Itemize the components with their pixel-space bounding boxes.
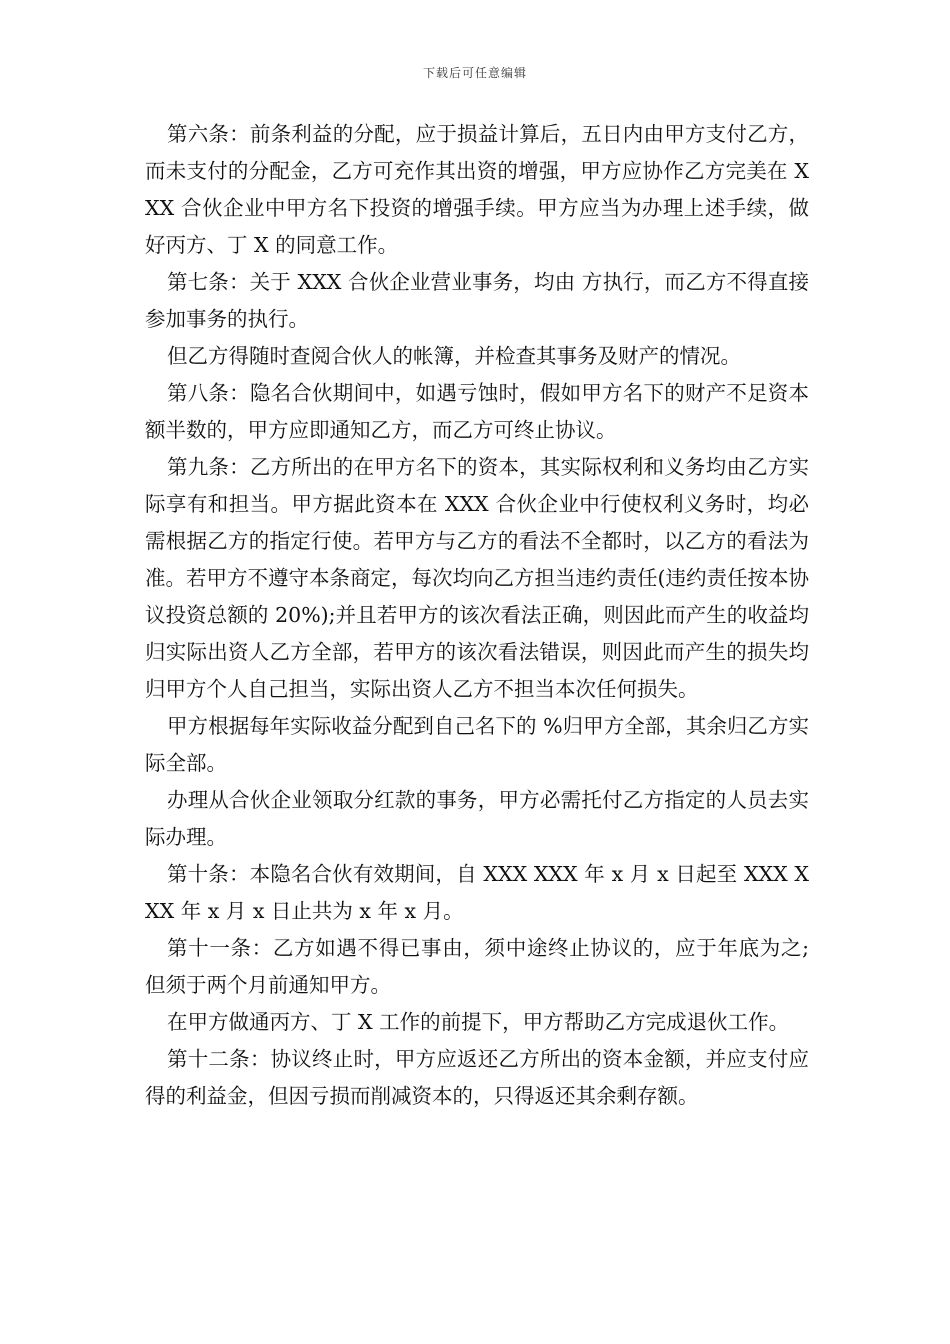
paragraph-article-11: 第十一条：乙方如遇不得已事由，须中途终止协议的，应于年底为之;但须于两个月前通知甲方。 [145,936,809,997]
paragraph-article-10: 第十条：本隐名合伙有效期间，自 XXX XXX 年 x 月 x 日起至 XXX XXX 年 x 月 x 日止共为 x 年 x 月。 [145,862,809,923]
paragraph-article-7-note: 但乙方得随时查阅合伙人的帐簿，并检查其事务及财产的情况。 [167,344,741,368]
paragraph-article-7: 第七条：关于 XXX 合伙企业营业事务，均由 方执行，而乙方不得直接参加事务的执行。 [145,270,809,331]
paragraph-article-8: 第八条：隐名合伙期间中，如遇亏蚀时，假如甲方名下的财产不足资本额半数的，甲方应即通知乙方，而乙方可终止协议。 [145,381,809,442]
paragraph-article-6: 第六条：前条利益的分配，应于损益计算后，五日内由甲方支付乙方，而未支付的分配金，乙方可充作其出资的增强，甲方应协作乙方完美在 XXX 合伙企业中甲方名下投资的增强手续。甲方应当为办理上述手续，做好丙方、丁 X 的同意工作。 [145,122,809,257]
paragraph-article-9: 第九条：乙方所出的在甲方名下的资本，其实际权利和义务均由乙方实际享有和担当。甲方据此资本在 XXX 合伙企业中行使权利义务时，均必需根据乙方的指定行使。若甲方与乙方的看法不全都时，以乙方的看法为准。若甲方不遵守本条商定，每次均向乙方担当违约责任(违约责任按本协议投资总额的 20%);并且若甲方的该次看法正确，则因此而产生的收益均归实际出资人乙方全部，若甲方的该次看法错误，则因此而产生的损失均归甲方个人自己担当，实际出资人乙方不担当本次任何损失。 [145,455,809,701]
paragraph-article-11-withdrawal: 在甲方做通丙方、丁 X 工作的前提下，甲方帮助乙方完成退伙工作。 [167,1010,790,1034]
paragraph-article-12: 第十二条：协议终止时，甲方应返还乙方所出的资本金额，并应支付应得的利益金，但因亏损而削减资本的，只得返还其余剩存额。 [145,1047,809,1108]
paragraph-article-9-dividend: 办理从合伙企业领取分红款的事务，甲方必需托付乙方指定的人员去实际办理。 [145,788,809,849]
document-body [145,116,809,1115]
page-header: 下载后可任意编辑 [422,66,527,80]
paragraph-article-9-profit: 甲方根据每年实际收益分配到自己名下的 %归甲方全部，其余归乙方实际全部。 [145,714,809,775]
